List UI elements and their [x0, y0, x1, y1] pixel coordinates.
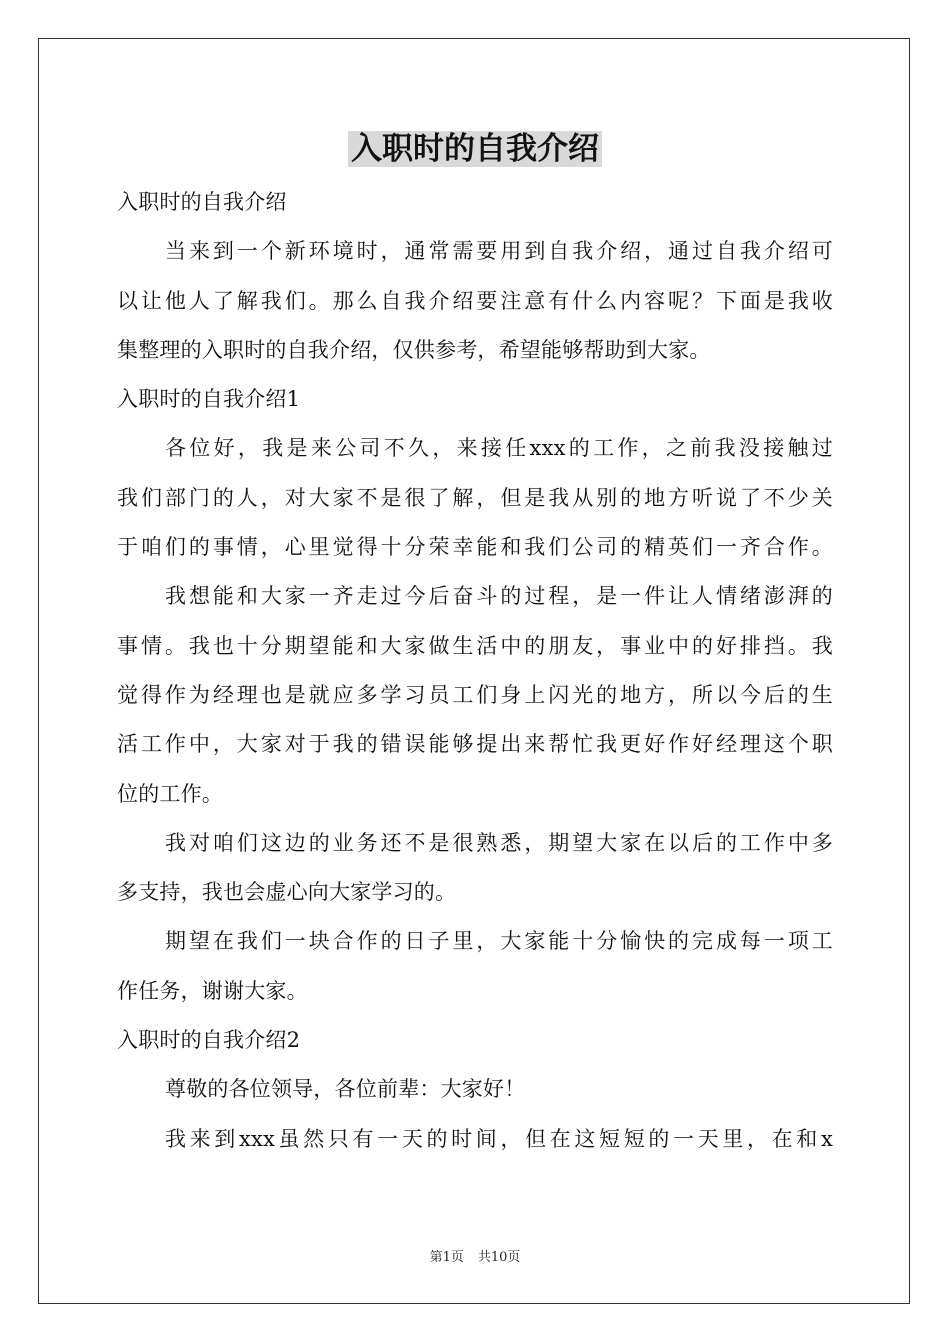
page-footer: [0, 1246, 950, 1265]
paragraph-line: 各位好，我是来公司不久，来接任xxx的工作，之前我没接触过: [165, 436, 833, 461]
paragraph-line: 活工作中，大家对于我的错误能够提出来帮忙我更好作好经理这个职: [117, 732, 833, 757]
paragraph-line: 位的工作。: [117, 781, 223, 806]
paragraph-line: 期望在我们一块合作的日子里，大家能十分愉快的完成每一项工: [165, 929, 833, 954]
paragraph-line: 事情。我也十分期望能和大家做生活中的朋友，事业中的好排挡。我: [117, 633, 833, 658]
section-heading: 入职时的自我介绍2: [117, 1028, 301, 1053]
paragraph-line: 作任务，谢谢大家。: [117, 978, 308, 1003]
paragraph-line: 当来到一个新环境时，通常需要用到自我介绍，通过自我介绍可: [165, 239, 833, 264]
paragraph-line: 我来到xxx虽然只有一天的时间，但在这短短的一天里，在和x: [165, 1126, 833, 1151]
page-total: 共10页: [477, 1250, 521, 1265]
page-number: 第1页: [429, 1250, 464, 1265]
paragraph-line: 尊敬的各位领导，各位前辈：大家好！: [165, 1077, 526, 1102]
paragraph-line: 以让他人了解我们。那么自我介绍要注意有什么内容呢？下面是我收: [117, 288, 833, 313]
paragraph-line: 集整理的入职时的自我介绍，仅供参考，希望能够帮助到大家。: [117, 337, 711, 362]
paragraph-line: 我对咱们这边的业务还不是很熟悉，期望大家在以后的工作中多: [165, 830, 833, 855]
paragraph-line: 多支持，我也会虚心向大家学习的。: [117, 880, 457, 905]
document-body: [117, 178, 833, 1164]
paragraph-line: 我们部门的人，对大家不是很了解，但是我从别的地方听说了不少关: [117, 485, 833, 510]
paragraph-line: 我想能和大家一齐走过今后奋斗的过程，是一件让人情绪澎湃的: [165, 584, 833, 609]
section-heading: 入职时的自我介绍1: [117, 387, 301, 412]
section-heading: 入职时的自我介绍: [117, 190, 287, 214]
document-title: [0, 126, 950, 172]
paragraph-line: 觉得作为经理也是就应多学习员工们身上闪光的地方，所以今后的生: [117, 682, 833, 707]
paragraph-line: 于咱们的事情，心里觉得十分荣幸能和我们公司的精英们一齐合作。: [117, 535, 833, 560]
document-title-text: 入职时的自我介绍: [348, 131, 602, 167]
